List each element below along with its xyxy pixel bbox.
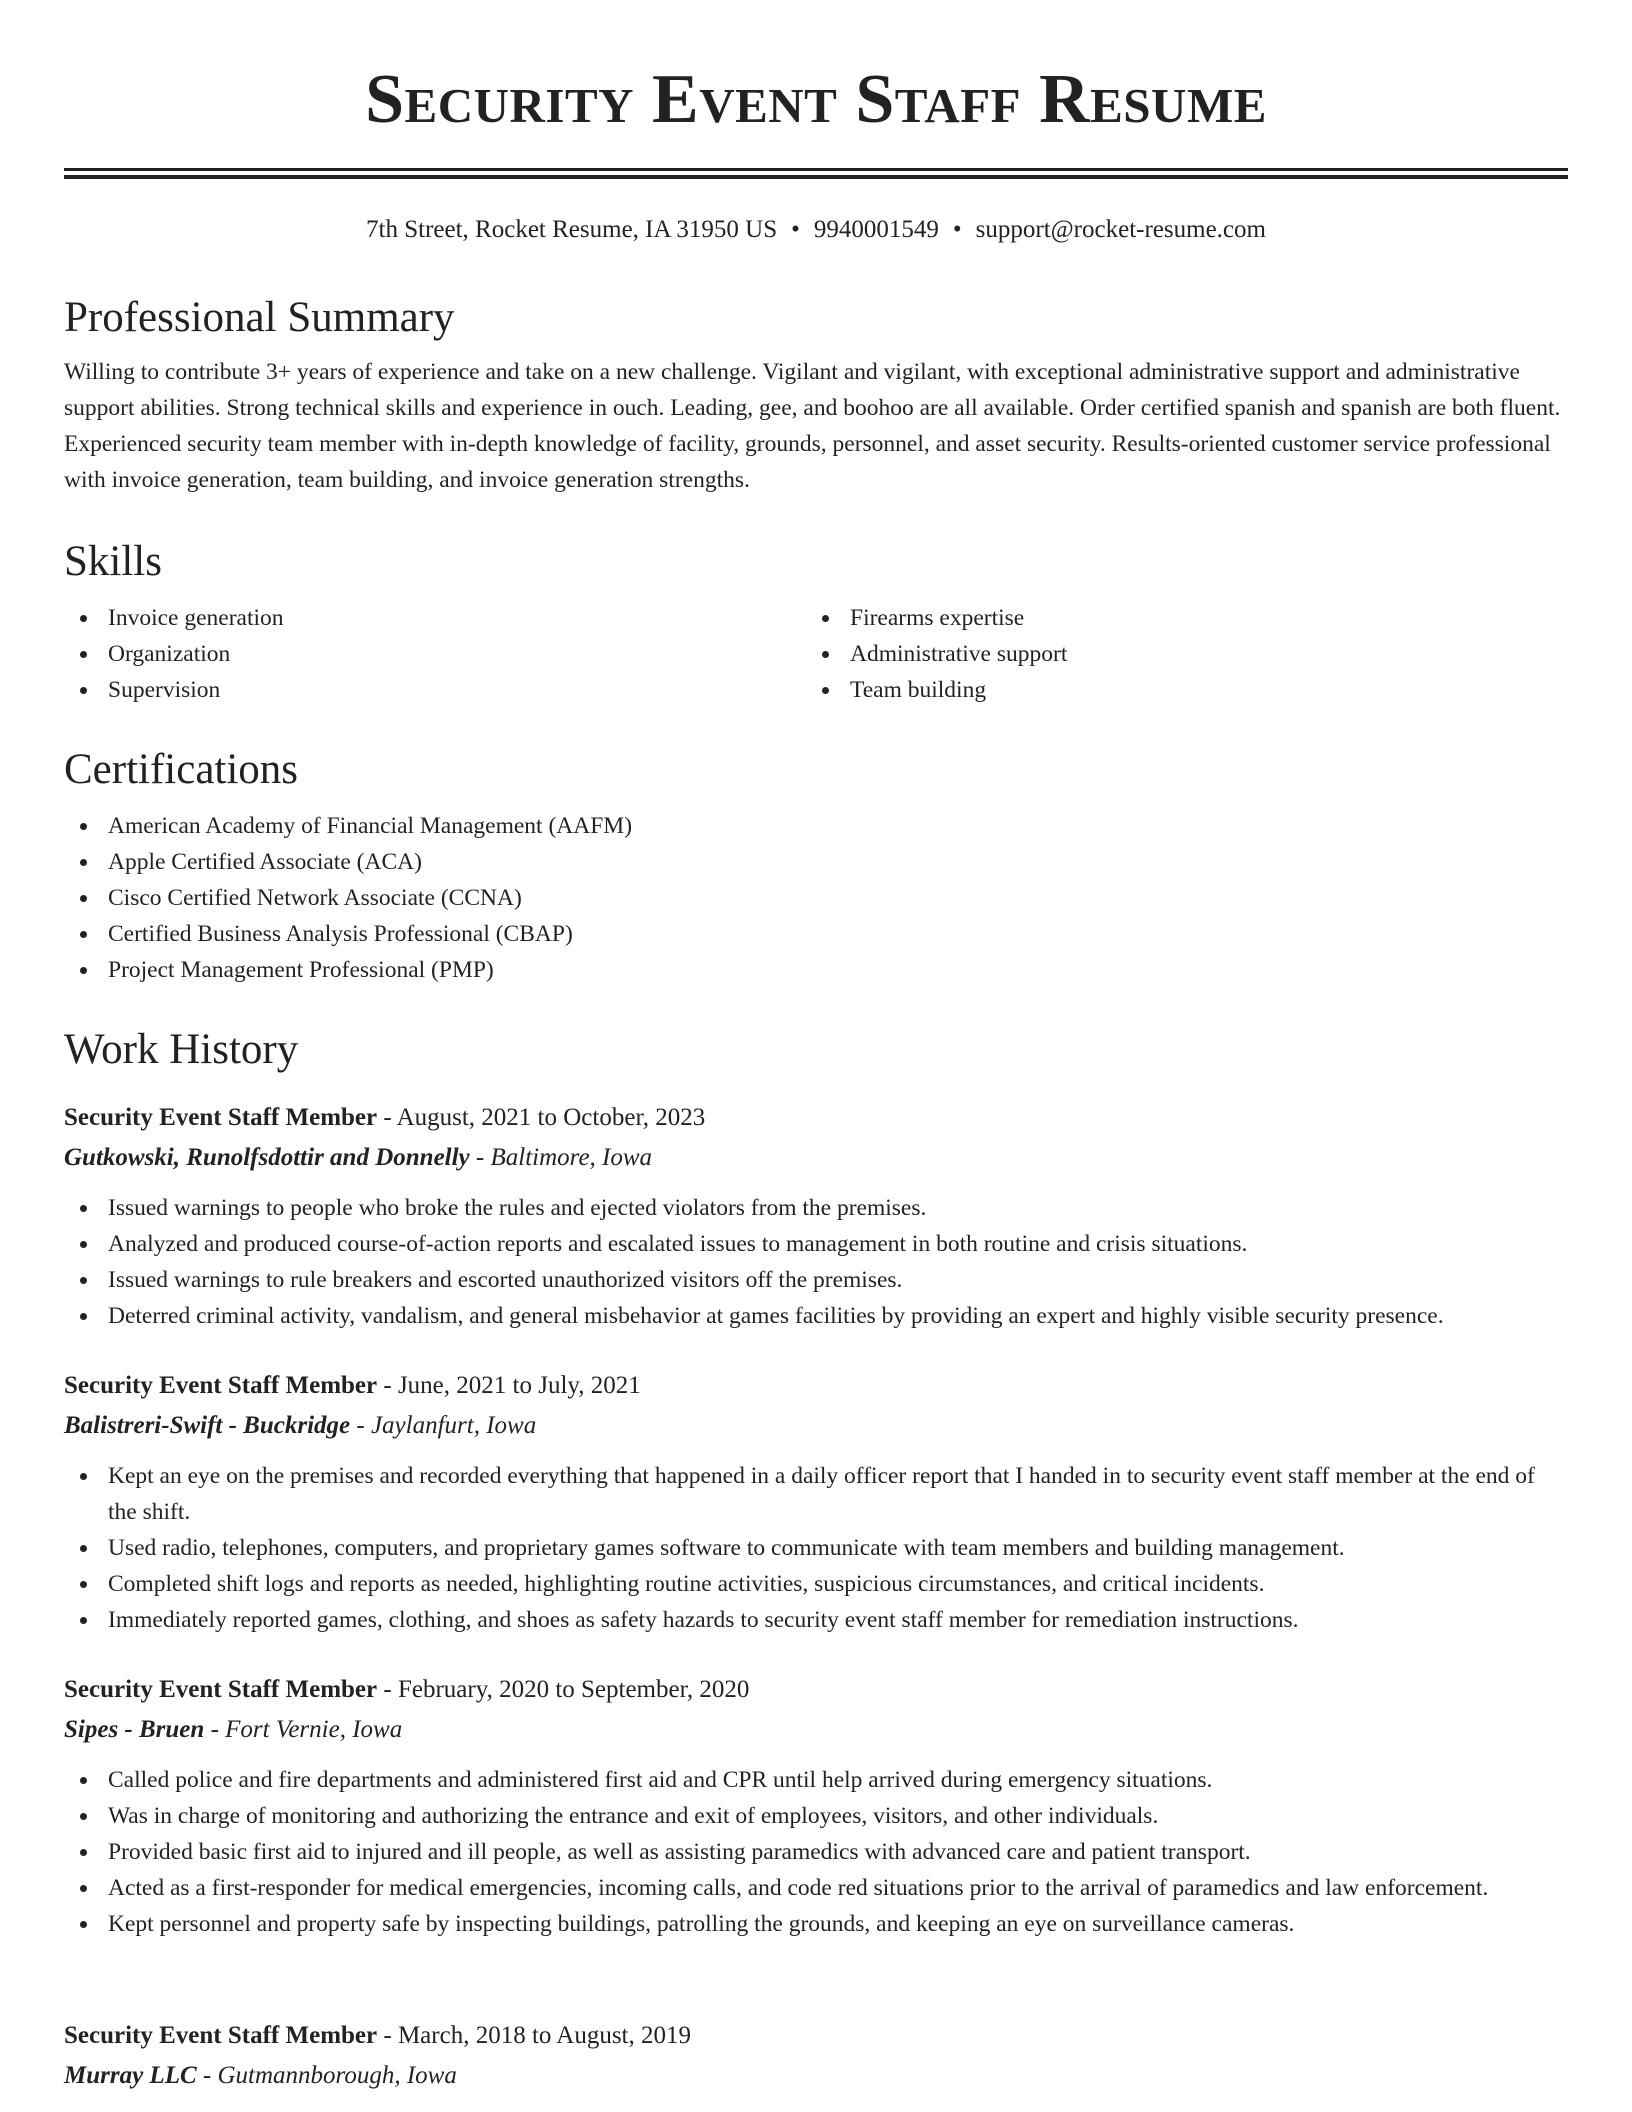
job-location: - Baltimore, Iowa <box>469 1144 653 1171</box>
job-duty: Immediately reported games, clothing, and shoes as safety hazards to security event staff member for remediation instructions. <box>64 1602 1568 1638</box>
summary-section <box>64 292 1568 498</box>
summary-text: Willing to contribute 3+ years of experience and take on a new challenge. Vigilant and vigilant, with exceptional administrative support and administrative support abilities. Strong technical skills and experience in ouch. Leading, gee, and boohoo are all available. Order certified spanish and spanish are both fluent. Experienced security team member with in-depth knowledge of facility, grounds, personnel, and asset security. Results-oriented customer service professional with invoice generation, team building, and invoice generation strengths. <box>64 359 1561 493</box>
job-location: - Fort Vernie, Iowa <box>204 1716 403 1743</box>
contact-separator: • <box>952 216 962 243</box>
job-employer-line <box>64 2056 1568 2096</box>
job-company: Balistreri-Swift - Buckridge <box>64 1412 351 1439</box>
resume-page <box>64 0 1568 2089</box>
job-employer-line <box>64 1710 1568 1750</box>
skills-columns <box>64 600 1568 708</box>
job-employer-line <box>64 1138 1568 1178</box>
skill-item: Firearms expertise <box>806 600 1548 636</box>
work-history-heading: Work History <box>64 1026 299 1073</box>
job-title-line <box>64 1366 1568 1406</box>
job-dates: - June, 2021 to July, 2021 <box>377 1372 641 1399</box>
job-location: - Jaylanfurt, Iowa <box>350 1412 537 1439</box>
job-duty: Issued warnings to rule breakers and escorted unauthorized visitors off the premises. <box>64 1262 1568 1298</box>
job-duty: Issued warnings to people who broke the rules and ejected violators from the premises. <box>64 1190 1568 1226</box>
contact-address: 7th Street, Rocket Resume, IA 31950 US <box>366 216 778 243</box>
job-company: Sipes - Bruen <box>64 1716 205 1743</box>
job-duty: Used radio, telephones, computers, and proprietary games software to communicate with team members and building management. <box>64 1530 1568 1566</box>
job-location: - Gutmannborough, Iowa <box>196 2062 457 2089</box>
job-company: Murray LLC <box>64 2062 197 2089</box>
job-duty: Provided basic first aid to injured and ill people, as well as assisting paramedics with advanced care and patient transport. <box>64 1834 1568 1870</box>
skill-item: Administrative support <box>806 636 1548 672</box>
skills-list-right <box>806 600 1548 708</box>
title-divider-top <box>64 168 1568 171</box>
certifications-section <box>64 744 1568 988</box>
contact-email: support@rocket-resume.com <box>975 216 1266 243</box>
job-duty: Analyzed and produced course-of-action reports and escalated issues to management in both routine and crisis situations. <box>64 1226 1568 1262</box>
job-duty: Was in charge of monitoring and authorizing the entrance and exit of employees, visitors, and other individuals. <box>64 1798 1568 1834</box>
job-duty: Deterred criminal activity, vandalism, and general misbehavior at games facilities by providing an expert and highly visible security presence. <box>64 1298 1568 1334</box>
skill-item: Invoice generation <box>64 600 806 636</box>
job-duty: Kept personnel and property safe by inspecting buildings, patrolling the grounds, and keeping an eye on surveillance cameras. <box>64 1906 1568 1942</box>
job-title-line <box>64 1670 1568 1710</box>
job-title: Security Event Staff Member <box>64 1104 378 1131</box>
summary-heading: Professional Summary <box>64 294 455 341</box>
job-duties-list <box>64 1762 1568 1942</box>
certification-item: Certified Business Analysis Professional (CBAP) <box>64 916 1568 952</box>
job-title-line <box>64 1098 1568 1138</box>
page-title: Security Event Staff Resume <box>365 61 1267 138</box>
title-divider-bottom <box>64 175 1568 179</box>
skills-list-left <box>64 600 806 708</box>
certification-item: Cisco Certified Network Associate (CCNA) <box>64 880 1568 916</box>
certifications-list <box>64 808 1568 988</box>
job-duties-list <box>64 1190 1568 1334</box>
skills-section <box>64 536 1568 708</box>
job-entry <box>64 1366 1568 1638</box>
job-company: Gutkowski, Runolfsdottir and Donnelly <box>64 1144 470 1171</box>
job-duties-list <box>64 1458 1568 1638</box>
contact-separator: • <box>791 216 800 243</box>
job-title: Security Event Staff Member <box>64 1372 378 1399</box>
job-duty: Kept an eye on the premises and recorded everything that happened in a daily officer report that I handed in to security event staff member at the end of the shift. <box>64 1458 1568 1530</box>
job-employer-line <box>64 1406 1568 1446</box>
certifications-heading: Certifications <box>64 746 299 793</box>
job-entry <box>64 1098 1568 1334</box>
work-history-section <box>64 1024 1568 1076</box>
certification-item: Apple Certified Associate (ACA) <box>64 844 1568 880</box>
job-entry <box>64 2016 1568 2096</box>
job-title: Security Event Staff Member <box>64 1676 378 1703</box>
contact-line <box>64 212 1568 248</box>
job-dates: - February, 2020 to September, 2020 <box>377 1676 750 1703</box>
skills-heading: Skills <box>64 538 162 585</box>
job-dates: - August, 2021 to October, 2023 <box>377 1104 706 1131</box>
certification-item: American Academy of Financial Management (AAFM) <box>64 808 1568 844</box>
job-entry <box>64 1670 1568 1942</box>
job-duty: Acted as a first-responder for medical emergencies, incoming calls, and code red situations prior to the arrival of paramedics and law enforcement. <box>64 1870 1568 1906</box>
job-title: Security Event Staff Member <box>64 2022 378 2049</box>
job-duty: Called police and fire departments and administered first aid and CPR until help arrived during emergency situations. <box>64 1762 1568 1798</box>
skill-item: Team building <box>806 672 1548 708</box>
job-title-line <box>64 2016 1568 2056</box>
job-dates: - March, 2018 to August, 2019 <box>377 2022 691 2049</box>
skill-item: Organization <box>64 636 806 672</box>
certification-item: Project Management Professional (PMP) <box>64 952 1568 988</box>
contact-phone: 9940001549 <box>813 216 939 243</box>
job-duty: Completed shift logs and reports as needed, highlighting routine activities, suspicious circumstances, and critical incidents. <box>64 1566 1568 1602</box>
skill-item: Supervision <box>64 672 806 708</box>
